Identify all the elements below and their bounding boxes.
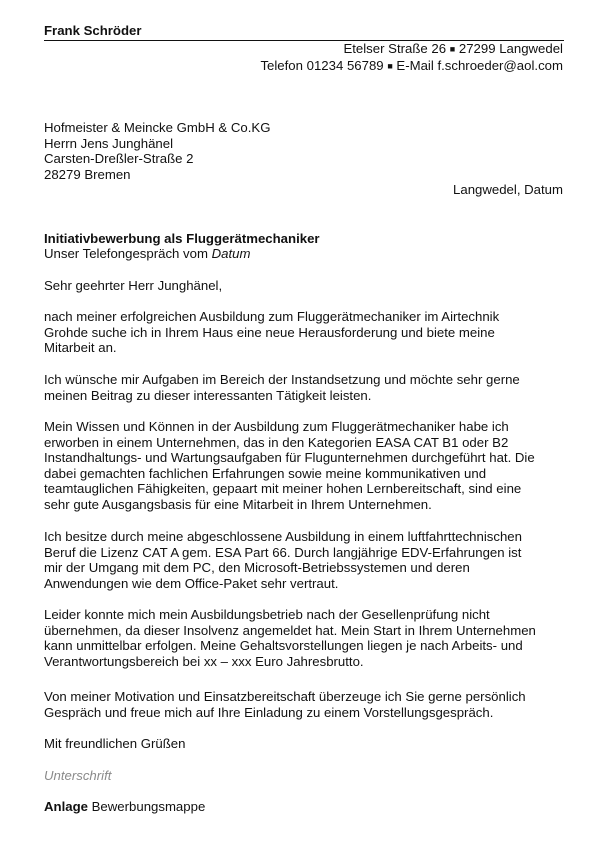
place-date: Langwedel, Datum bbox=[453, 182, 563, 197]
salutation: Sehr geehrter Herr Junghänel, bbox=[44, 278, 223, 293]
paragraph-line: sehr gute Ausgangsbasis für eine Mitarbeit in Ihrem Unternehmen. bbox=[44, 496, 432, 512]
sender-zip-city: 27299 Langwedel bbox=[458, 41, 563, 56]
reference-line bbox=[44, 246, 250, 262]
paragraph-line: nach meiner erfolgreichen Ausbildung zum Fluggerätmechaniker im Airtechnik bbox=[44, 309, 500, 324]
reference-date-placeholder: Datum bbox=[211, 246, 251, 261]
closing-phrase: Mit freundlichen Grüßen bbox=[44, 736, 186, 751]
paragraph-line: mir der Umgang mit dem PC, den Microsoft-Betriebssystemen und deren bbox=[44, 560, 470, 576]
attachment-line bbox=[44, 799, 205, 815]
sender-street: Etelser Straße 26 bbox=[343, 41, 447, 56]
paragraph-line: Mein Wissen und Können in der Ausbildung zum Fluggerätmechaniker habe ich bbox=[44, 419, 509, 434]
paragraph-line: Von meiner Motivation und Einsatzbereitschaft überzeuge ich Sie gerne persönlich bbox=[44, 689, 526, 704]
paragraph-line: Gespräch und freue mich auf Ihre Einladung zu einem Vorstellungsgespräch. bbox=[44, 704, 494, 720]
body-paragraph bbox=[44, 419, 564, 513]
paragraph-line: übernehmen, da dieser Insolvenz angemeldet hat. Mein Start in Ihrem Unternehmen bbox=[44, 622, 536, 638]
paragraph-line: kann unmittelbar erfolgen. Meine Gehaltsvorstellungen liegen je nach Arbeits- und bbox=[44, 638, 523, 654]
paragraph-line: Instandhaltungs- und Wartungsaufgaben für Flugunternehmen durchgeführt hat. Die bbox=[44, 450, 535, 466]
recipient-company: Hofmeister & Meincke GmbH & Co.KG bbox=[44, 120, 271, 135]
body-paragraph bbox=[44, 607, 564, 669]
body-paragraph bbox=[44, 689, 564, 720]
body-paragraph bbox=[44, 309, 564, 356]
bullet-separator-icon: ■ bbox=[387, 60, 393, 71]
recipient-city: 28279 Bremen bbox=[44, 166, 131, 182]
sender-address-line bbox=[260, 41, 563, 58]
paragraph-line: teamtauglichen Fähigkeiten, gepaart mit meiner hohen Lernbereitschaft, sind eine bbox=[44, 481, 522, 497]
subject-line: Initiativbewerbung als Fluggerätmechaniker bbox=[44, 231, 320, 246]
recipient-address bbox=[44, 120, 270, 182]
sender-email: E-Mail f.schroeder@aol.com bbox=[396, 57, 563, 73]
paragraph-line: Beruf die Lizenz CAT A gem. ESA Part 66. Durch langjährige EDV-Erfahrungen ist bbox=[44, 544, 522, 560]
paragraph-line: Leider konnte mich mein Ausbildungsbetrieb nach der Gesellenprüfung nicht bbox=[44, 607, 490, 622]
body-paragraph bbox=[44, 529, 564, 591]
sender-phone: Telefon 01234 56789 bbox=[260, 57, 384, 73]
paragraph-line: Anwendungen wie dem Office-Paket sehr vertraut. bbox=[44, 575, 339, 591]
sender-name: Frank Schröder bbox=[44, 23, 142, 38]
body-paragraph bbox=[44, 372, 564, 403]
sender-contact-line bbox=[260, 58, 563, 75]
signature-placeholder: Unterschrift bbox=[44, 768, 112, 783]
sender-contact-block bbox=[260, 41, 563, 74]
recipient-person: Herrn Jens Junghänel bbox=[44, 135, 174, 151]
paragraph-line: meinen Beitrag zu dieser interessanten Tätigkeit leisten. bbox=[44, 387, 372, 403]
paragraph-line: Grohde suche ich in Ihrem Haus eine neue Herausforderung und biete meine bbox=[44, 324, 495, 340]
attachment-label: Anlage bbox=[44, 799, 88, 814]
paragraph-line: erworben in einem Unternehmen, das in den Kategorien EASA CAT B1 oder B2 bbox=[44, 434, 509, 450]
paragraph-line: Ich besitze durch meine abgeschlossene Ausbildung in einem luftfahrttechnischen bbox=[44, 529, 522, 544]
recipient-street: Carsten-Dreßler-Straße 2 bbox=[44, 151, 194, 167]
paragraph-line: dabei gemachten fachlichen Erfahrungen sowie meine kommunikativen und bbox=[44, 465, 487, 481]
reference-prefix: Unser Telefongespräch vom bbox=[44, 246, 208, 261]
attachment-text: Bewerbungsmappe bbox=[91, 799, 206, 814]
paragraph-line: Mitarbeit an. bbox=[44, 340, 117, 356]
paragraph-line: Verantwortungsbereich bei xx – xxx Euro Jahresbrutto. bbox=[44, 653, 364, 669]
bullet-separator-icon: ■ bbox=[449, 44, 456, 54]
paragraph-line: Ich wünsche mir Aufgaben im Bereich der Instandsetzung und möchte sehr gerne bbox=[44, 372, 520, 387]
